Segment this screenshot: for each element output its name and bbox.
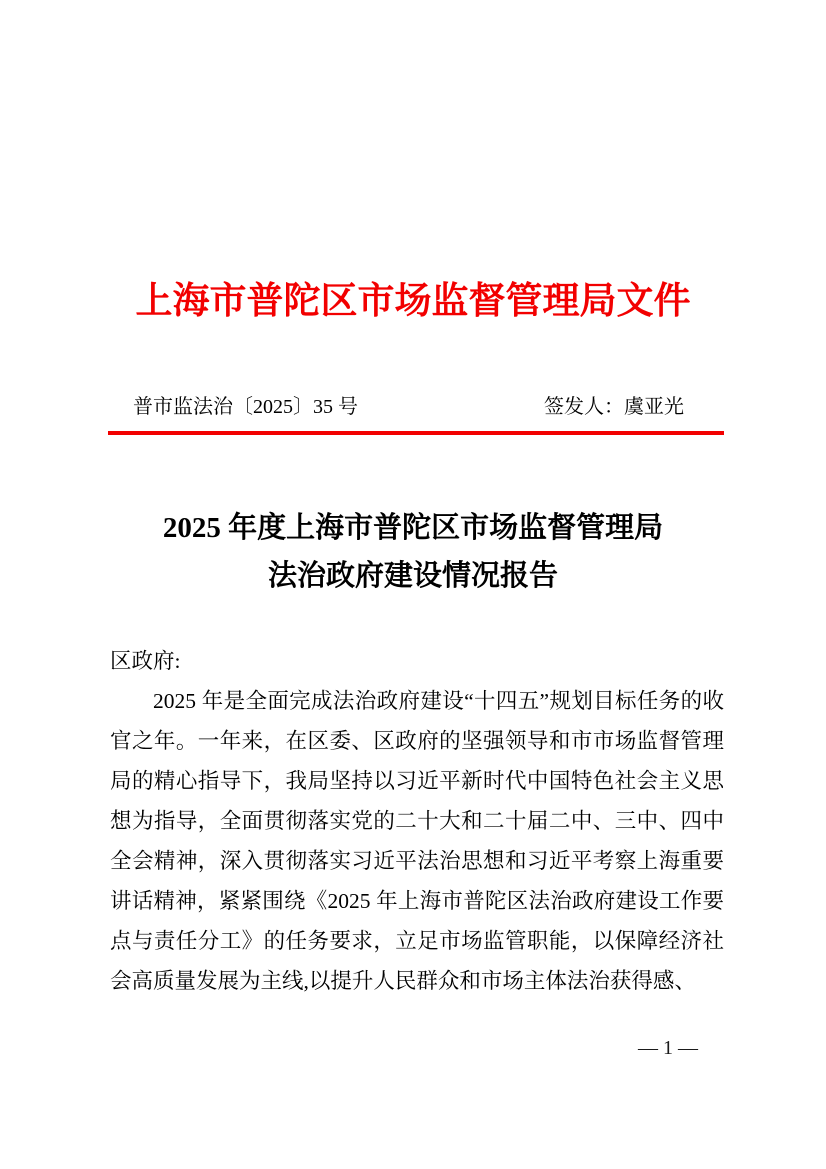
- document-number: 普市监法治〔2025〕35 号: [133, 396, 358, 418]
- salutation: 区政府:: [110, 649, 181, 673]
- issuer-name: 虞亚光: [624, 396, 684, 418]
- paragraph-container: [110, 681, 724, 1001]
- document-title-line1: 2025 年度上海市普陀区市场监督管理局: [162, 512, 664, 544]
- page-number: — 1 —: [638, 1037, 698, 1059]
- issuer: [544, 390, 684, 419]
- document-body: [110, 641, 724, 1001]
- issuer-label: 签发人：: [544, 396, 624, 418]
- document-number-row: [110, 390, 724, 419]
- letterhead-title: 上海市普陀区市场监督管理局文件: [135, 281, 691, 322]
- document-title-line2: 法治政府建设情况报告: [267, 560, 558, 592]
- body-paragraph: 2025 年是全面完成法治政府建设“十四五”规划目标任务的收官之年。一年来，在区委、区政府的坚强领导和市市场监督管理局的精心指导下，我局坚持以习近平新时代中国特色社会主义思想为指导，全面贯彻落实党的二十大和二十届二中、三中、四中全会精神，深入贯彻落实习近平法治思想和习近平考察上海重要讲话精神，紧紧围绕《2025 年上海市普陀区法治政府建设工作要点与责任分工》的任务要求，立足市场监管职能，以保障经济社会高质量发展为主线,以提升人民群众和市场主体法治获得感、: [110, 689, 724, 993]
- document-title: [0, 504, 826, 600]
- red-separator-line: [108, 431, 724, 435]
